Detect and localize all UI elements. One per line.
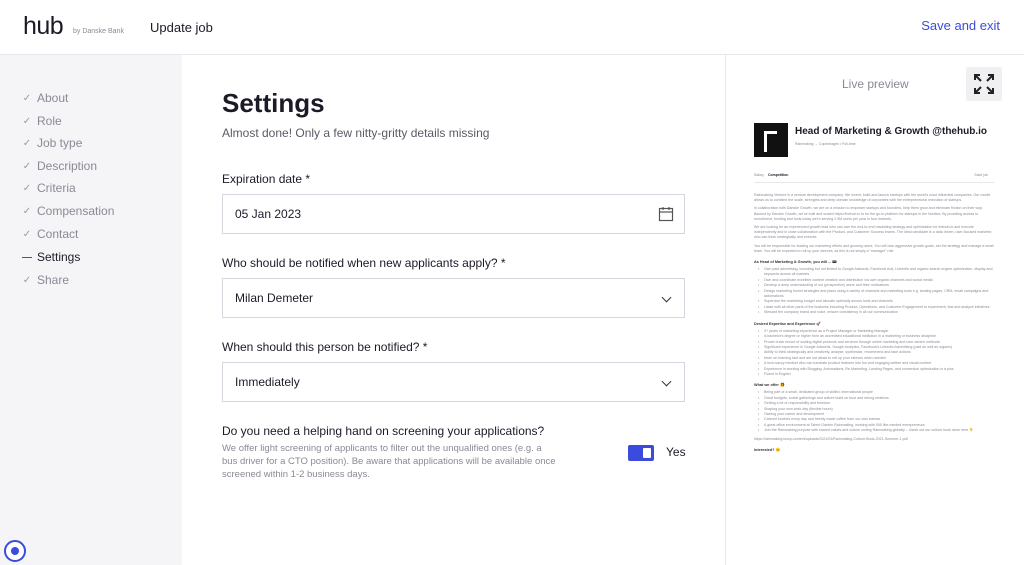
sidebar-item-criteria[interactable]: [22, 179, 76, 197]
notify-person-label: Who should be notified when new applicants apply? *: [222, 256, 506, 270]
list-item: • Shaping your own work day (flexible hours): [764, 407, 994, 412]
help-chat-button[interactable]: [4, 540, 26, 562]
list-item: • Keen on learning fast and are not afraid to roll up your sleeves when needed: [764, 356, 994, 361]
expand-preview-button[interactable]: [966, 67, 1002, 101]
expiration-date-field[interactable]: [222, 194, 685, 234]
sidebar-item-compensation[interactable]: [22, 202, 114, 220]
screening-description: We offer light screening of applicants to filter out the unqualified ones (e.g. a bus driver for a CTO position). Be aware that applications will be available once screened within 1-2 business days.: [222, 443, 556, 480]
list-item: • A great office environment at Talent Garden Rainmaking, working with 500 like-minded entrepreneurs: [764, 423, 994, 428]
preview-list: [754, 267, 994, 316]
list-item: • Great budgets, social gatherings and culture build on trust and strong relations: [764, 396, 994, 401]
screening-toggle[interactable]: [628, 445, 654, 461]
sidebar-item-label: Description: [37, 159, 98, 173]
expand-icon: [966, 67, 1002, 101]
check-icon: ✓: [22, 274, 32, 286]
page-subtitle: Almost done! Only a few nitty-gritty details missing: [222, 126, 490, 140]
sidebar-item-label: Contact: [37, 227, 79, 241]
list-item: • Being part of a small, dedicated group of skilled, international people: [764, 390, 994, 395]
list-item: • Ability to think strategically and creatively, analyse, synthesise, recommend and take actions: [764, 350, 994, 355]
sidebar-item-contact[interactable]: [22, 225, 78, 243]
list-item: • Catered lunches every day and freshly made coffee from our own barista: [764, 417, 994, 422]
list-item: • Supervise the marketing budget and allocate optimally across tools and channels: [764, 299, 994, 304]
sidebar-item-label: Compensation: [37, 204, 115, 218]
list-item: • Experience in working with Blogging, Automations, Re-Marketing, Landing Pages, and conversion optimization is a plus: [764, 367, 994, 372]
preview-job-meta: Rainmaking → Copenhagen • Full-time: [795, 142, 856, 146]
sidebar-item-share[interactable]: [22, 271, 69, 289]
preview-tab-competition[interactable]: Competition: [768, 173, 789, 177]
current-step-icon: —: [22, 251, 32, 263]
list-item: • A tech-savvy mindset who can translate product features into fun and engaging written and visual content: [764, 361, 994, 366]
preview-section-heading: As Head of Marketing & Growth, you will ... 📟: [754, 260, 837, 265]
live-preview-label: Live preview: [842, 77, 909, 91]
chevron-down-icon: [662, 293, 672, 303]
sidebar-item-label: Criteria: [37, 181, 76, 195]
company-logo: [754, 123, 788, 157]
check-icon: ✓: [22, 182, 32, 194]
preview-tabs: [754, 171, 994, 183]
sidebar-item-label: About: [37, 91, 69, 105]
expiration-date-value: 05 Jan 2023: [235, 207, 302, 221]
preview-tab-salary[interactable]: Salary: [754, 173, 764, 177]
list-item: • Steward the company brand and voice, ensure consistency in all our communication: [764, 310, 994, 315]
preview-section-heading: What we offer 🎁: [754, 383, 785, 388]
list-item: • 3+ years of marketing experience as a Project Manager or Marketing Manager: [764, 329, 994, 334]
screening-toggle-label: Yes: [666, 445, 686, 459]
logo-tagline: by Danske Bank: [73, 28, 124, 35]
list-item: • Own and coordinate excellent content creation and distribution via own organic channels and social media: [764, 278, 994, 283]
check-icon: ✓: [22, 137, 32, 149]
live-preview-panel: [726, 55, 1024, 565]
preview-list: [754, 390, 994, 433]
preview-link[interactable]: https://rainmaking.io/wp-content/uploads/2021/01/Rainmaking-Culture-Book-2021-Summer-1.pdf: [754, 436, 908, 441]
preview-paragraph: Rainmaking Venture is a venture development company. We invent, build and launch startups with the world's most influential companies. Our model allows us to combine the scale, strengths and deep domain knowledge of corporates with the entrepreneurial execution of startups.: [754, 193, 991, 203]
sidebar-item-about[interactable]: [22, 89, 68, 107]
list-item: • Own paid advertising, including but not limited to Google Adwords, Facebook Ads, LinkedIn and organic search engine optimization, display and keywords across all markets: [764, 267, 994, 278]
page-header-title: Update job: [150, 20, 213, 35]
list-item: • A bachelor's degree or higher from an accredited educational institution in a marketing or business discipline: [764, 334, 994, 339]
list-item: • Significant experience in Google Adwords, Google Analytics, Facebook's Linkedin Advertising (paid as well as organic): [764, 345, 994, 350]
check-icon: ✓: [22, 115, 32, 127]
steps-sidebar: [0, 55, 182, 565]
check-icon: ✓: [22, 228, 32, 240]
list-item: • Design marketing funnel strategies and plans using a variety of channels and marketing tools e.g. landing pages, CRM, email campaigns and automations: [764, 289, 994, 300]
screening-question: Do you need a helping hand on screening your applications?: [222, 424, 545, 438]
expiration-date-label: Expiration date *: [222, 172, 311, 186]
preview-paragraph: We are looking for an experienced growth lead who can own the end-to-end marketing strategy and optimization for thehub.io and execute independently and in close collaboration with the Product- and Customer Success teams. The ideal candidate is a data driven, user-focused marketer, who can think strategically and execute.: [754, 225, 993, 240]
sidebar-item-label: Settings: [37, 250, 81, 264]
notify-timing-label: When should this person be notified? *: [222, 340, 428, 354]
notify-timing-value: Immediately: [235, 375, 300, 389]
sidebar-item-label: Share: [37, 273, 70, 287]
preview-save-job[interactable]: Save job: [974, 173, 988, 177]
list-item: • Join the Rainmaking purpose with shared values and culture uniting Rainmaking globally – check out our culture book done here 👇: [764, 428, 994, 433]
preview-paragraph: In collaboration with Danske Growth, we are on a mission to empower startups and founders, help them grow and eliminate friction on their way. Backed by Danske Growth, we've built and scaled https://thehub.io to be the go-to platform for startups in the Nordics. By providing access to recruitment, funding and tools today we're serving 2.5M users per year in four markets.: [754, 206, 983, 221]
notify-person-select[interactable]: [222, 278, 685, 318]
preview-section-heading: Desired Expertise and Experience 🚀: [754, 321, 821, 326]
notify-timing-select[interactable]: [222, 362, 685, 402]
sidebar-item-label: Job type: [37, 136, 83, 150]
sidebar-item-settings[interactable]: [22, 248, 80, 266]
list-item: • Develop a deep understanding of our (prospective) users and their motivations: [764, 283, 994, 288]
hub-logo[interactable]: hub: [23, 12, 64, 40]
page-title: Settings: [222, 88, 325, 118]
top-bar: [0, 0, 1024, 55]
list-item: • Owning your career and development: [764, 412, 994, 417]
list-item: • Getting a lot of responsibility and freedom: [764, 401, 994, 406]
sidebar-item-label: Role: [37, 114, 62, 128]
list-item: • Fluent in English: [764, 372, 994, 377]
calendar-icon[interactable]: [658, 206, 674, 222]
preview-job-description: [754, 193, 994, 455]
chevron-down-icon: [662, 377, 672, 387]
notify-person-value: Milan Demeter: [235, 291, 314, 305]
check-icon: ✓: [22, 160, 32, 172]
settings-form: [182, 55, 725, 565]
preview-paragraph: You will be responsible for leading our marketing efforts and growing users. You will own aggressive growth goals, set the strategy and manage a small team. You will be expected to roll up your sleeves, as this is not simply a "manager" role.: [754, 243, 994, 253]
save-and-exit-link[interactable]: Save and exit: [921, 18, 1000, 33]
check-icon: ✓: [22, 205, 32, 217]
sidebar-item-job-type[interactable]: [22, 134, 82, 152]
list-item: • Proven track record of scaling digital products and services through online marketing and user-centric methods: [764, 340, 994, 345]
preview-section-heading: Interested? 😊: [754, 447, 781, 452]
check-icon: ✓: [22, 92, 32, 104]
sidebar-item-role[interactable]: [22, 112, 62, 130]
list-item: • Liaise with all other parts of the business including Product, Operations, and Customer Engagement to experiment, test and analyze initiatives: [764, 305, 994, 310]
preview-list: [754, 329, 994, 378]
preview-job-title: Head of Marketing & Growth @thehub.io: [795, 126, 987, 137]
sidebar-item-description[interactable]: [22, 157, 97, 175]
